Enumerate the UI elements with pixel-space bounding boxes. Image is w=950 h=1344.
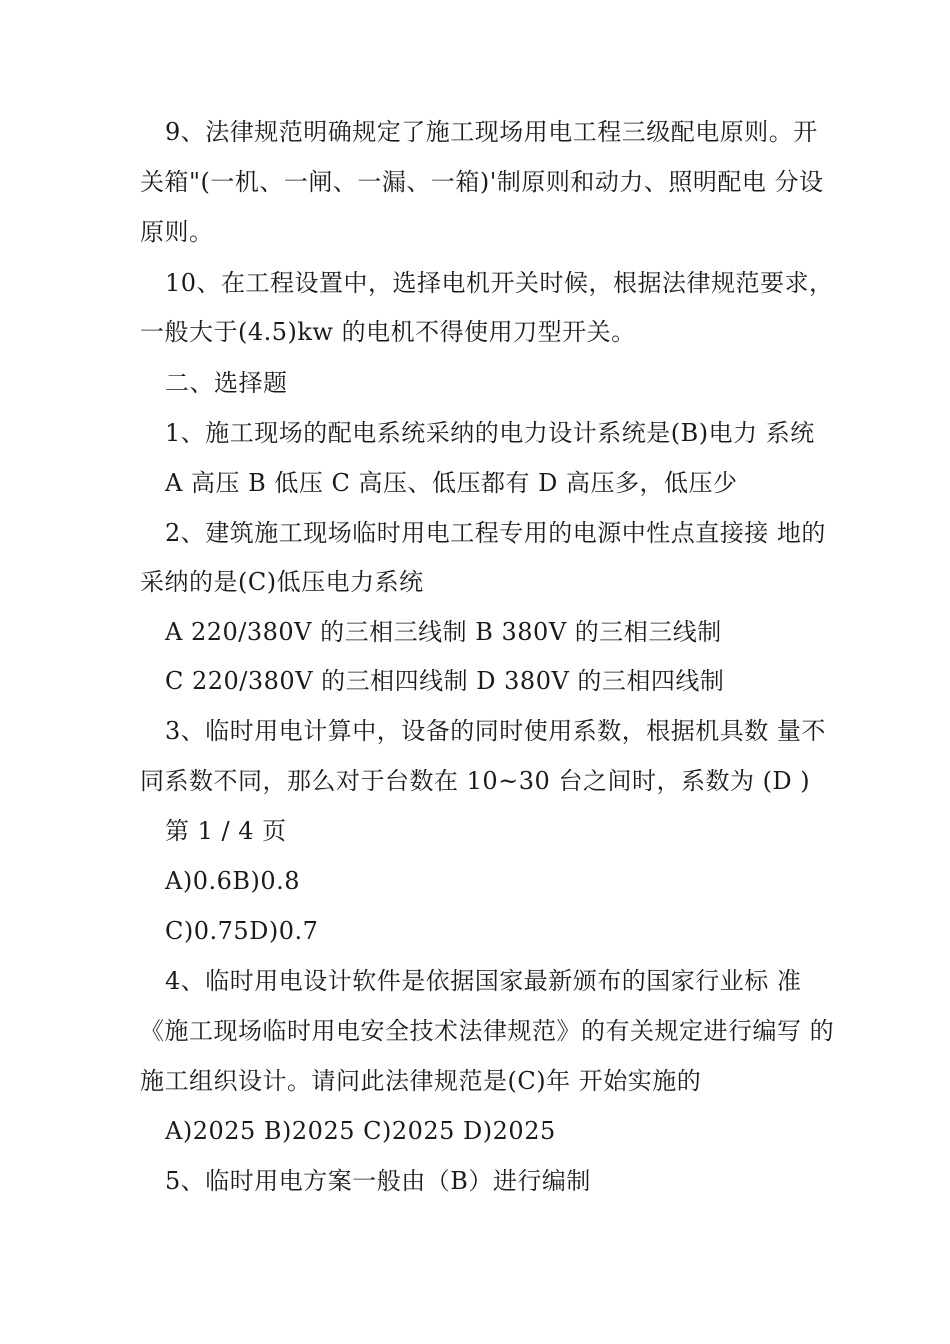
question-3-line-1: 3、临时用电计算中，设备的同时使用系数，根据机具数 量不 [165, 717, 826, 745]
question-4-line-3: 施工组织设计。请问此法律规范是(C)年 开始实施的 [140, 1067, 702, 1095]
question-2-line-2: 采纳的是(C)低压电力系统 [140, 568, 424, 596]
question-2-options-ab: A 220/380V 的三相三线制 B 380V 的三相三线制 [165, 618, 722, 646]
paragraph-10-line-1: 10、在工程设置中，选择电机开关时候，根据法律规范要求， [165, 269, 834, 297]
paragraph-10-line-2: 一般大于(4.5)kw 的电机不得使用刀型开关。 [140, 318, 636, 346]
page-number: 第 1 / 4 页 [165, 817, 287, 845]
question-4-line-1: 4、临时用电设计软件是依据国家最新颁布的国家行业标 准 [165, 967, 802, 995]
question-5: 5、临时用电方案一般由（B）进行编制 [165, 1167, 591, 1195]
question-2-line-1: 2、建筑施工现场临时用电工程专用的电源中性点直接接 地的 [165, 519, 826, 547]
question-3-options-ab: A)0.6B)0.8 [165, 867, 301, 895]
question-1: 1、施工现场的配电系统采纳的电力设计系统是(B)电力 系统 [165, 419, 815, 447]
paragraph-9-line-1: 9、法律规范明确规定了施工现场用电工程三级配电原则。开 [165, 118, 818, 146]
paragraph-9-line-2: 关箱"(一机、一闸、一漏、一箱)'制原则和动力、照明配电 分设 [140, 168, 824, 196]
paragraph-9-line-3: 原则。 [140, 218, 214, 246]
question-1-options: A 高压 B 低压 C 高压、低压都有 D 高压多，低压少 [165, 469, 738, 497]
question-3-options-cd: C)0.75D)0.7 [165, 917, 319, 945]
question-4-line-2: 《施工现场临时用电安全技术法律规范》的有关规定进行编写 的 [140, 1017, 835, 1045]
question-4-options: A)2025 B)2025 C)2025 D)2025 [165, 1117, 556, 1145]
section-heading: 二、选择题 [165, 369, 288, 397]
question-2-options-cd: C 220/380V 的三相四线制 D 380V 的三相四线制 [165, 667, 725, 695]
question-3-line-2: 同系数不同，那么对于台数在 10~30 台之间时，系数为 (D ) [140, 767, 811, 795]
